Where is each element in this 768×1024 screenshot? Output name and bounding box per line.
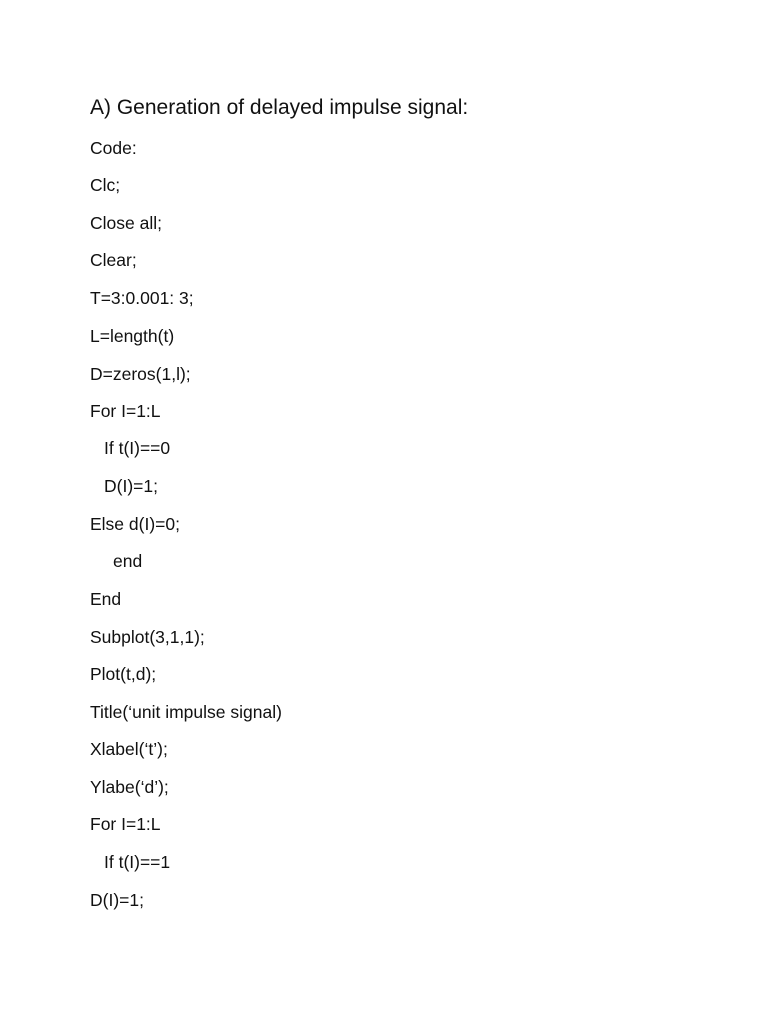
- code-line-4: Clear;: [90, 250, 137, 270]
- code-line-20: If t(I)==1: [104, 852, 171, 872]
- code-line-5: T=3:0.001: 3;: [90, 288, 194, 308]
- code-line-12: end: [113, 551, 143, 571]
- code-line-2: Clc;: [90, 175, 121, 195]
- code-line-18: Ylabe(‘d’);: [90, 777, 169, 797]
- code-line-9: If t(I)==0: [104, 438, 171, 458]
- code-line-3: Close all;: [90, 213, 162, 233]
- code-line-1: Code:: [90, 138, 137, 158]
- code-line-10: D(I)=1;: [104, 476, 158, 496]
- code-line-13: End: [90, 589, 122, 609]
- section-heading: A) Generation of delayed impulse signal:: [90, 96, 469, 119]
- code-line-19: For I=1:L: [90, 814, 161, 834]
- code-line-17: Xlabel(‘t’);: [90, 739, 168, 759]
- code-line-16: Title(‘unit impulse signal): [90, 702, 282, 722]
- code-line-7: D=zeros(1,l);: [90, 364, 191, 384]
- code-line-6: L=length(t): [90, 326, 175, 346]
- code-line-21: D(I)=1;: [90, 890, 144, 910]
- code-line-8: For I=1:L: [90, 401, 161, 421]
- code-line-11: Else d(I)=0;: [90, 514, 180, 534]
- code-line-15: Plot(t,d);: [90, 664, 157, 684]
- code-line-14: Subplot(3,1,1);: [90, 627, 205, 647]
